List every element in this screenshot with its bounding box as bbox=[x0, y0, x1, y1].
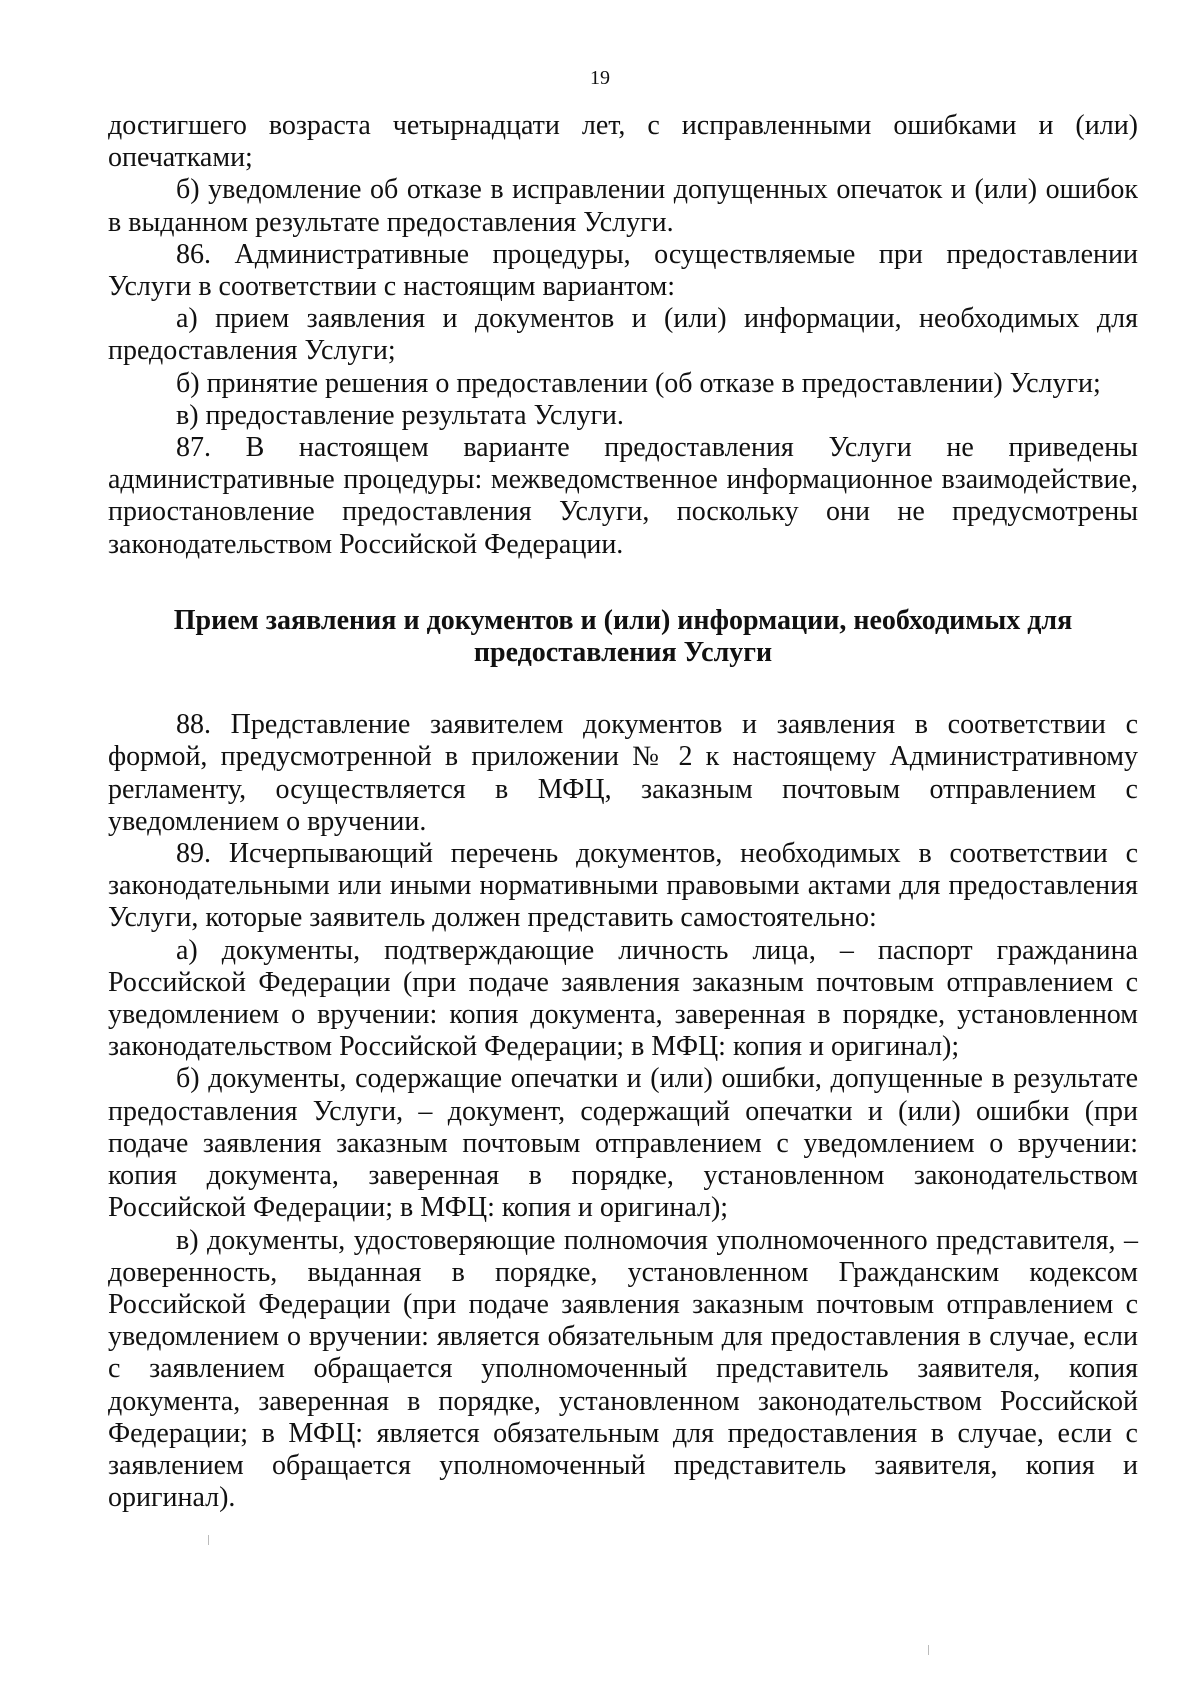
paragraph-86-item-c: в) предоставление результата Услуги. bbox=[176, 399, 624, 431]
paragraph-89-item-c: в) документы, удостоверяющие полномочия уполномоченного представителя, – доверенность, выданная в порядке, установленном Гражданским кодексом Российской Федерации (при подаче заявления заказным почтовым отправлением с уведомлением о вручении: является обязательным для предоставления в случае, если с заявлением обращается уполномоченный представитель заявителя, копия документа, заверенная в порядке, установленном законодательством Российской Федерации; в МФЦ: является обязательным для предоставления в случае, если с заявлением обращается уполномоченный представитель заявителя, копия и оригинал). bbox=[108, 1224, 1138, 1514]
paragraph-89-item-b: б) документы, содержащие опечатки и (или) ошибки, допущенные в результате предоставления Услуги, – документ, содержащий опечатки и (или) ошибки (при подаче заявления заказным почтовым отправлением с уведомлением о вручении: копия документа, заверенная в порядке, установленном законодательством Российской Федерации; в МФЦ: копия и оригинал); bbox=[108, 1063, 1138, 1224]
paragraph-item-b: б) уведомление об отказе в исправлении допущенных опечаток и (или) ошибок в выданном результате предоставления Услуги. bbox=[108, 174, 1138, 238]
paragraph-89: 89. Исчерпывающий перечень документов, необходимых в соответствии с законодательными или иными нормативными правовыми актами для предоставления Услуги, которые заявитель должен представить самостоятельно: bbox=[108, 838, 1138, 934]
scan-artifact-mark bbox=[208, 1535, 209, 1545]
paragraph-86: 86. Административные процедуры, осуществляемые при предоставлении Услуги в соответствии с настоящим вариантом: bbox=[108, 238, 1138, 303]
paragraph-86-item-a: а) прием заявления и документов и (или) информации, необходимых для предоставления Услуги; bbox=[108, 303, 1138, 367]
scan-artifact-mark bbox=[928, 1645, 929, 1655]
paragraph-86-item-b: б) принятие решения о предоставлении (об отказе в предоставлении) Услуги; bbox=[176, 367, 1101, 399]
section-title: Прием заявления и документов и (или) информации, необходимых для предоставления Услуги bbox=[173, 604, 1073, 669]
page-number: 19 bbox=[590, 67, 610, 89]
paragraph-88: 88. Представление заявителем документов и заявления в соответствии с формой, предусмотренной в приложении № 2 к настоящему Административному регламенту, осуществляется в МФЦ, заказным почтовым отправлением с уведомлением о вручении. bbox=[108, 709, 1138, 837]
document-body bbox=[108, 110, 1138, 1514]
paragraph-89-item-a: а) документы, подтверждающие личность лица, – паспорт гражданина Российской Федерации (при подаче заявления заказным почтовым отправлением с уведомлением о вручении: копия документа, заверенная в порядке, установленном законодательством Российской Федерации; в МФЦ: копия и оригинал); bbox=[108, 934, 1138, 1063]
paragraph-continuation: достигшего возраста четырнадцати лет, с исправленными ошибками и (или) опечатками; bbox=[108, 110, 1138, 174]
paragraph-87: 87. В настоящем варианте предоставления Услуги не приведены административные процедуры: межведомственное информационное взаимодействие, приостановление предоставления Услуги, поскольку они не предусмотрены законодательством Российской Федерации. bbox=[108, 432, 1138, 560]
